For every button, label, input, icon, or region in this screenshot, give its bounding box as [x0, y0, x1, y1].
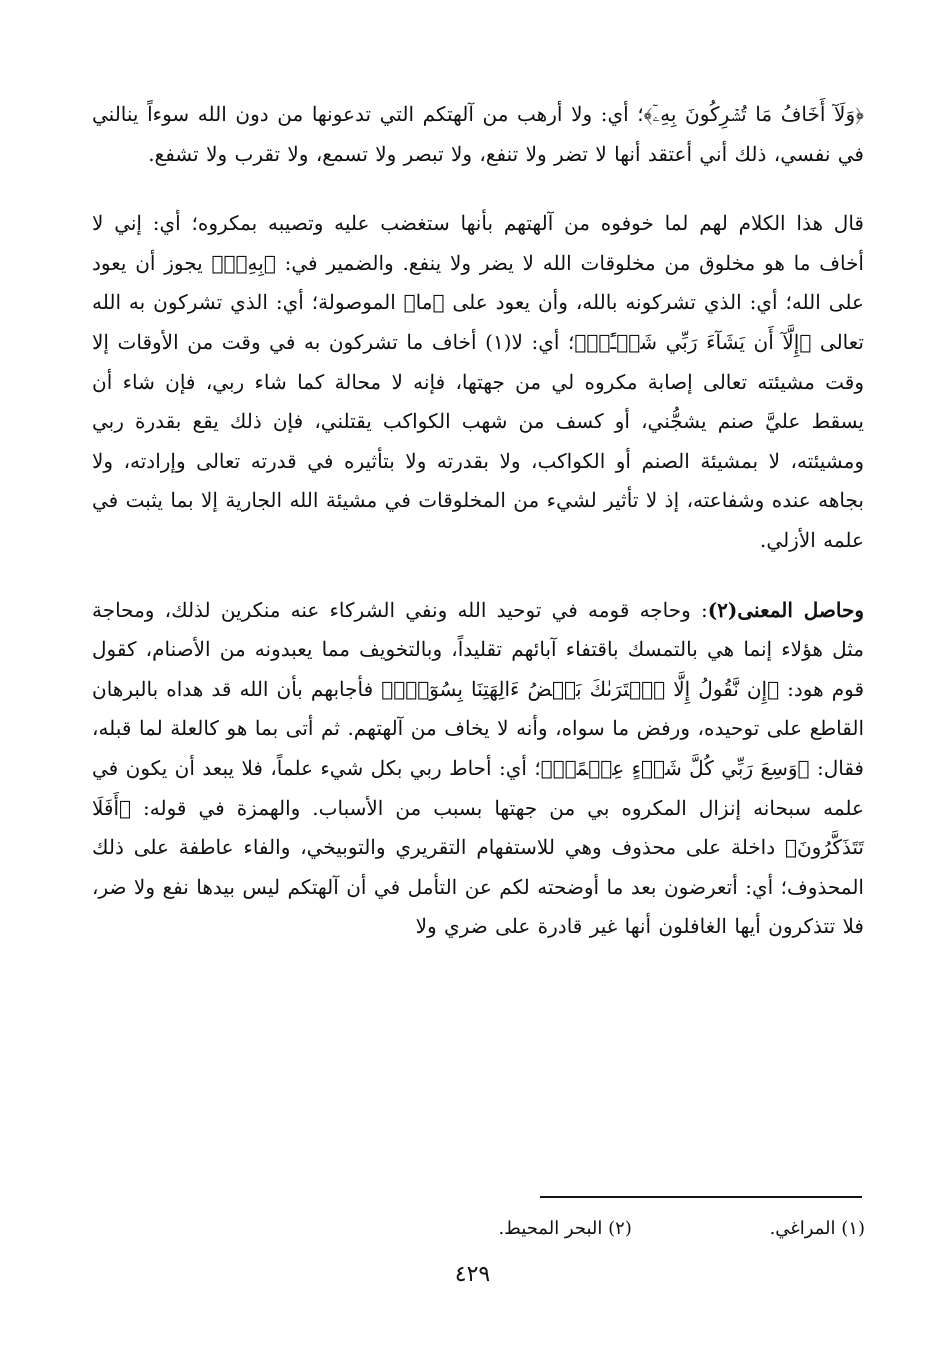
paragraph-1: ﴿وَلَآ أَخَافُ مَا تُشۡرِكُونَ بِهِۦٓ﴾؛ أي: ولا أرهب من آلهتكم التي تدعونها من دون الله سوءاً ينالني في نفسي، ذلك أني أعتقد أنها لا تضر ولا تنفع، ولا تبصر ولا تسمع، ولا تقرب ولا تشفع.	[92, 102, 864, 166]
page-body	[92, 95, 864, 947]
footnote-1: (١) المراغي.	[769, 1218, 865, 1239]
footnote-2: (٢) البحر المحيط.	[498, 1218, 632, 1239]
paragraph-2: قال هذا الكلام لهم لما خوفوه من آلهتهم بأنها ستغضب عليه وتصيبه بمكروه؛ أي: إني لا أخاف ما هو مخلوق من مخلوقات الله لا يضر ولا ينفع. والضمير في: ﴿بِهِۦٓ﴾ يجوز أن يعود على الله؛ أي: الذي تشركونه بالله، وأن يعود على ﴿ما﴾ الموصولة؛ أي: الذي تشركون به الله تعالى ﴿إِلَّآ أَن يَشَآءَ رَبِّي شَيۡـًٔاۗ﴾؛ أي: لا(١) أخاف ما تشركون به في وقت من الأوقات إلا وقت مشيئته تعالى إصابة مكروه لي من جهتها، فإنه لا محالة كما شاء ربي، فإن شاء أن يسقط عليَّ صنم يشجُّني، أو كسف من شهب الكواكب يقتلني، فإن ذلك يقع بقدرة ربي ومشيئته، لا بمشيئة الصنم أو الكواكب، ولا بقدرته ولا بتأثيره في قدرته تعالى وإرادته، ولا بجاهه عنده وشفاعته، إذ لا تأثير لشيء من المخلوقات في مشيئة الله الجارية إلا بما يثبت في علمه الأزلي.	[92, 211, 864, 552]
paragraph-3-text: : وحاجه قومه في توحيد الله ونفي الشركاء عنه منكرين لذلك، ومحاجة مثل هؤلاء إنما هي بالتمسك باقتفاء آبائهم تقليداً، وبالتخويف مما يعبدونه من الأصنام، كقول قوم هود: ﴿إِن نَّقُولُ إِلَّا ٱعۡتَرَىٰكَ بَعۡضُ ءَالِهَتِنَا بِسُوٓءٖۗ﴾ فأجابهم بأن الله قد هداه بالبرهان القاطع على توحيده، ورفض ما سواه، وأنه لا يخاف من آلهتهم. ثم أتى بما هو كالعلة لما قبله، فقال: ﴿وَسِعَ رَبِّي كُلَّ شَيۡءٍ عِلۡمًاۚ﴾؛ أي: أحاط ربي بكل شيء علماً، فلا يبعد أن يكون في علمه سبحانه إنزال المكروه بي من جهتها بسبب من الأسباب. والهمزة في قوله: ﴿أَفَلَا تَتَذَكَّرُونَ﴾ داخلة على محذوف وهي للاستفهام التقريري والتوبيخي، والفاء عاطفة على ذلك المحذوف؛ أي: أتعرضون بعد ما أوضحته لكم عن التأمل في أن آلهتكم ليس بيدها نفع ولا ضر، فلا تتذكرون أيها الغافلون أنها غير قادرة على ضري ولا	[92, 597, 864, 939]
page-number: ٤٢٩	[454, 1262, 491, 1287]
footnote-divider	[540, 1196, 862, 1198]
footnotes	[305, 1214, 865, 1244]
paragraph-3	[92, 591, 864, 947]
paragraph-3-lead: وحاصل المعنى(٢)	[707, 597, 864, 622]
